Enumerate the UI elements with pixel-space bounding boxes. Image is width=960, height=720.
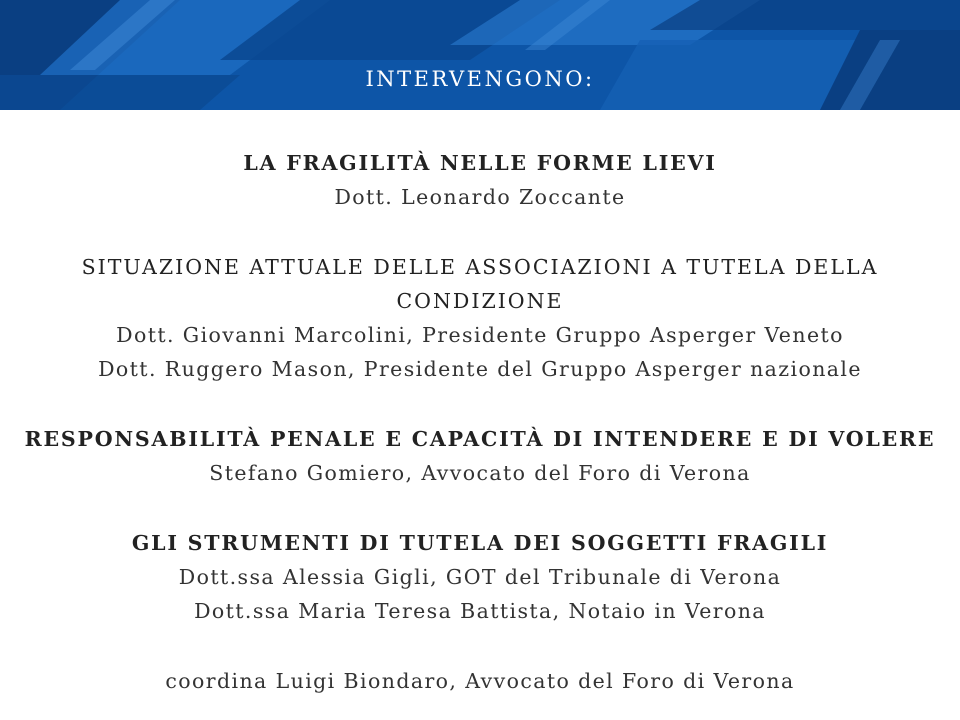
banner-title: INTERVENGONO:	[365, 67, 595, 91]
coordinator-section	[0, 664, 960, 698]
session-fragility	[0, 146, 960, 214]
session-title: GLI STRUMENTI DI TUTELA DEI SOGGETTI FRAGILI	[131, 531, 829, 555]
speaker-name: Stefano Gomiero, Avvocato del Foro di Verona	[209, 461, 751, 485]
speaker-name: Dott. Ruggero Mason, Presidente del Gruppo Asperger nazionale	[98, 357, 862, 381]
session-criminal-liability	[0, 422, 960, 490]
speaker-name: Dott.ssa Alessia Gigli, GOT del Tribunale di Verona	[178, 565, 782, 589]
session-associations	[0, 250, 960, 386]
session-title: LA FRAGILITÀ NELLE FORME LIEVI	[243, 151, 717, 175]
session-title: SITUAZIONE ATTUALE DELLE ASSOCIAZIONI A TUTELA DELLA	[81, 255, 879, 279]
session-title: RESPONSABILITÀ PENALE E CAPACITÀ DI INTENDERE E DI VOLERE	[24, 427, 936, 451]
header-banner	[0, 0, 960, 110]
speaker-name: Dott.ssa Maria Teresa Battista, Notaio in Verona	[194, 599, 766, 623]
session-title-continued: CONDIZIONE	[396, 289, 564, 313]
speakers-list	[0, 146, 960, 698]
speaker-name: Dott. Giovanni Marcolini, Presidente Gruppo Asperger Veneto	[116, 323, 844, 347]
coordinator-line: coordina Luigi Biondaro, Avvocato del Foro di Verona	[165, 669, 795, 693]
session-protection-tools	[0, 526, 960, 628]
speaker-name: Dott. Leonardo Zoccante	[334, 185, 626, 209]
